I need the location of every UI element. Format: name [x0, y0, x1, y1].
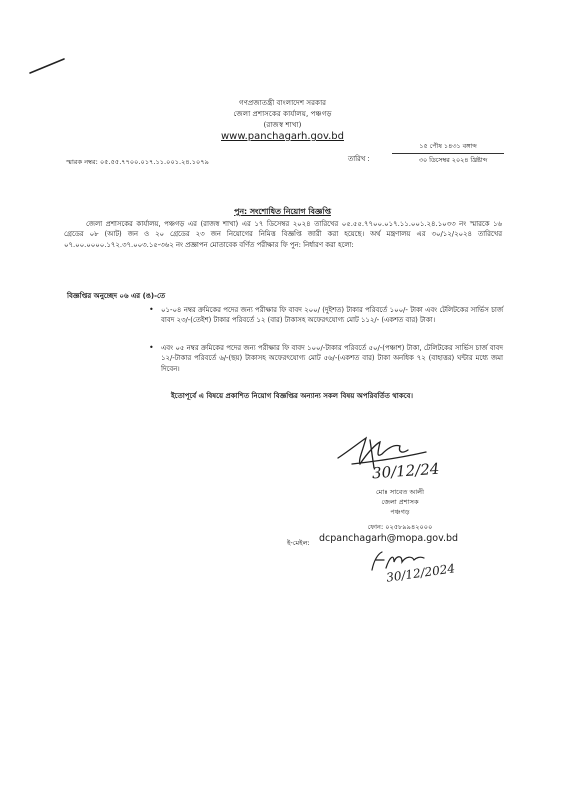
- pen-mark-icon: [28, 56, 68, 76]
- office-phone: ফোন: ০২৫৮৯৯৪২০০০: [367, 523, 433, 531]
- email-label: ই-মেইল:: [287, 539, 310, 547]
- handwritten-date: 30/12/24: [371, 459, 440, 483]
- fee-item-2: এবং ০৫ নম্বর ক্রমিকের পদের জন্য পরীক্ষার ফি বাবদ ১০০/-টাকার পরিবর্তে ৫০/-(পঞ্চাশ) টাকা, টেলিটকের সার্ভিস চার্জ বাবদ ১২/-টাকার পরিবর্তে ৬/-(ছয়) টাকাসহ অফেরৎযোগ্য মোট ৫৬/-(একশত বার) টাকা অনধিক ৭২ (বাহাত্তর) ঘন্টার মধ্যে জমা দিবেন।: [161, 344, 503, 373]
- officer-designation: জেলা প্রশাসক: [381, 498, 419, 506]
- fee-item-1: ০১-০৪ নম্বর ক্রমিকের পদের জন্য পরীক্ষার ফি বাবদ ২০০/ (দুইশত) টাকার পরিবর্তে ১০০/- টাকা এবং টেলিটকের সার্ভিস চার্জ বাবদ ২৩/-(তেইশ) টাকার পরিবর্তে ১২ (বার) টাকাসহ অফেরৎযোগ্য মোট ১১২/- (একশত বার) টাকা।: [161, 306, 503, 325]
- memo-number: স্মারক নম্বর: ০৫.৫৫.৭৭০০.০১৭.১১.০০১.২৪.১০৭৯: [66, 158, 209, 166]
- date-divider: [392, 153, 504, 154]
- officer-district: পঞ্চগড়: [390, 508, 410, 516]
- office-email[interactable]: dcpanchagarh@mopa.gov.bd: [319, 533, 459, 544]
- govt-name: গণপ্রজাতন্ত্রী বাংলাদেশ সরকার: [238, 98, 327, 107]
- bullet-marker: •: [149, 343, 154, 352]
- second-handwritten-date: 30/12/2024: [385, 561, 456, 585]
- officer-name: মোঃ সাবেত আলী: [376, 488, 424, 496]
- date-bangla: ১৫ পৌষ ১৪৩১ বঙ্গাব্দ: [419, 142, 477, 150]
- date-english: ৩০ ডিসেম্বর ২০২৪ খ্রিষ্টাব্দ: [418, 156, 488, 164]
- notice-paragraph: জেলা প্রশাসকের কার্যালয়, পঞ্চগড় এর (রাজস্ব শাখা) এর ১৭ ডিসেম্বর ২০২৪ তারিখের ০৫.৫৫.৭৭০০.০১৭.১১.০০১.২৪.১০৩৩ নং স্মারকে ১৬ গ্রেডের ০৮ (আট) জন ও ২০ গ্রেডের ২৩ জন নিয়োগের নিমিত্ত বিজ্ঞপ্তি জারী করা হয়েছে। অর্থ মন্ত্রণালয় এর ৩০/১২/২০২৪ তারিখের ০৭.০০.০০০০.১৭২.৩৭.০০৩.১৫-৩৬২ নং প্রজ্ঞাপন মোতাবেক বর্ণিত পরীক্ষার ফি পুন: নির্ধারণ করা হলো:: [64, 220, 502, 249]
- branch-name: (রাজস্ব শাখা): [263, 120, 302, 129]
- notice-title: পুন: সংশোধিত নিয়োগ বিজ্ঞপ্তি: [234, 207, 331, 216]
- section-subheading: বিজ্ঞপ্তির অনুচ্ছেদ ০৬ এর (ঙ)-তে: [67, 292, 166, 300]
- office-name: জেলা প্রশাসকের কার্যালয়, পঞ্চগড়: [233, 109, 332, 118]
- closing-statement: ইতোপূর্বে এ বিষয়ে প্রকাশিত নিয়োগ বিজ্ঞপ্তির অন্যান্য সকল বিষয় অপরিবর্তিত থাকবে।: [171, 392, 413, 400]
- date-label: তারিখ :: [348, 155, 370, 163]
- bullet-marker: •: [149, 305, 154, 314]
- website-link[interactable]: www.panchagarh.gov.bd: [221, 131, 344, 142]
